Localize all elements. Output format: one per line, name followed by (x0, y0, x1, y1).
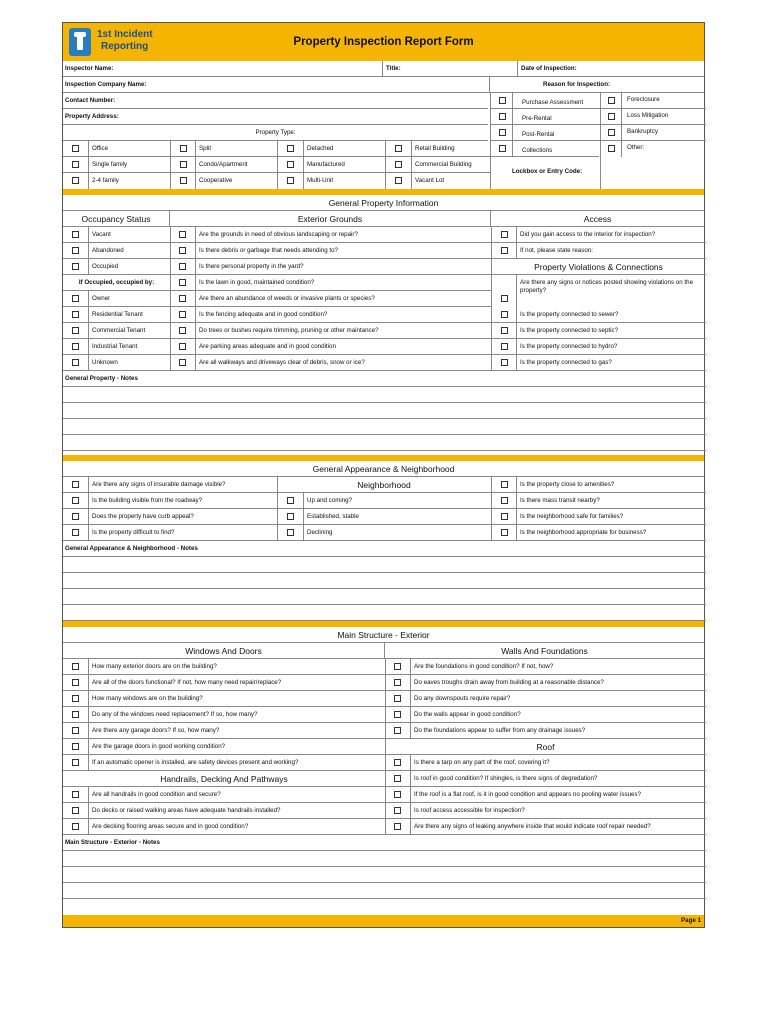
roof-checkbox[interactable] (394, 791, 401, 798)
property-type-option: Condo/Apartment (199, 161, 248, 168)
windows-question: How many exterior doors are on the building? (92, 663, 217, 670)
walls-question: Do the foundations appear to suffer from any drainage issues? (414, 727, 586, 734)
neighborhood-option: Declining (307, 529, 333, 536)
windows-question: Do any of the windows need replacement? If so, how many? (92, 711, 258, 718)
general-notes-area[interactable] (63, 371, 706, 455)
walls-checkbox[interactable] (394, 679, 401, 686)
reason-option: Pre-Rental (522, 115, 552, 122)
violation-checkbox[interactable] (501, 311, 508, 318)
reason-option: Collections (522, 147, 553, 154)
occupied-by-checkbox[interactable] (72, 327, 79, 334)
roof-question: Is roof in good condition? If shingles, is there signs of degredation? (414, 775, 598, 782)
appearance-checkbox[interactable] (501, 529, 508, 536)
appearance-question: Is there mass transit nearby? (520, 497, 600, 504)
occupied-by-checkbox[interactable] (72, 311, 79, 318)
windows-checkbox[interactable] (72, 711, 79, 718)
windows-question: Are there any garage doors? If so, how many? (92, 727, 220, 734)
violation-checkbox[interactable] (501, 295, 508, 302)
access-checkbox[interactable] (501, 247, 508, 254)
reason-option: Loss Mitigation (627, 112, 669, 119)
violation-question: Is the property connected to gas? (520, 359, 612, 366)
exterior-checkbox[interactable] (179, 279, 186, 286)
structure-subheadings (63, 643, 704, 659)
appearance-question: Is the building visible from the roadway? (92, 497, 203, 504)
windows-checkbox[interactable] (72, 759, 79, 766)
windows-checkbox[interactable] (72, 695, 79, 702)
inspector-name-label: Inspector Name: (65, 65, 114, 72)
property-type-checkbox[interactable] (287, 161, 294, 168)
date-label: Date of Inspection: (521, 65, 577, 72)
property-type-option: Office (92, 145, 109, 152)
access-checkbox[interactable] (501, 231, 508, 238)
property-type-checkbox[interactable] (72, 145, 79, 152)
violations-heading: Property Violations & Connections (534, 262, 663, 272)
walls-checkbox[interactable] (394, 711, 401, 718)
structure-heading-row (63, 627, 704, 643)
handrails-question: Are all handrails in good condition and secure? (92, 791, 221, 798)
property-type-checkbox[interactable] (180, 177, 187, 184)
exterior-question: Are the grounds in need of obvious landscaping or repair? (199, 231, 358, 238)
property-type-option: Manufactured (307, 161, 345, 168)
roof-heading: Roof (536, 742, 555, 752)
walls-checkbox[interactable] (394, 695, 401, 702)
appearance-question: Is the neighborhood safe for families? (520, 513, 624, 520)
property-type-grid (63, 141, 490, 189)
exterior-question: Are all walkways and driveways clear of debris, snow or ice? (199, 359, 365, 366)
exterior-checkbox[interactable] (179, 295, 186, 302)
exterior-checkbox[interactable] (179, 231, 186, 238)
general-notes-label: General Property - Notes (65, 375, 138, 382)
property-type-option: Cooperative (199, 177, 233, 184)
general-info-heading-row (63, 195, 704, 211)
contact-row (63, 93, 488, 109)
reason-checkbox[interactable] (608, 145, 615, 152)
walls-checkbox[interactable] (394, 727, 401, 734)
windows-question: How many windows are on the building? (92, 695, 203, 702)
exterior-heading: Exterior Grounds (297, 214, 363, 224)
windows-checkbox[interactable] (72, 727, 79, 734)
windows-checkbox[interactable] (72, 743, 79, 750)
reason-checkbox[interactable] (499, 113, 506, 120)
lockbox-label: Lockbox or Entry Code: (512, 168, 583, 175)
company-label: Inspection Company Name: (65, 81, 147, 88)
handrails-question: Are decking flooring areas secure and in good condition? (92, 823, 249, 830)
appearance-question: Is the property difficult to find? (92, 529, 175, 536)
windows-question: Are the garage doors in good working condition? (92, 743, 226, 750)
appearance-question: Is the neighborhood appropriate for business? (520, 529, 647, 536)
exterior-question: Is there personal property in the yard? (199, 263, 304, 270)
property-type-checkbox[interactable] (287, 177, 294, 184)
violation-question: Is the property connected to hydro? (520, 343, 618, 350)
handrails-checkbox[interactable] (72, 791, 79, 798)
appearance-heading: General Appearance & Neighborhood (312, 464, 455, 474)
property-type-option: Multi-Unit (307, 177, 334, 184)
appearance-checkbox[interactable] (501, 481, 508, 488)
exterior-checkbox[interactable] (179, 359, 186, 366)
roof-checkbox[interactable] (394, 775, 401, 782)
property-type-heading: Property Type: (255, 129, 296, 136)
property-type-checkbox[interactable] (72, 161, 79, 168)
exterior-checkbox[interactable] (179, 247, 186, 254)
reason-checkbox[interactable] (499, 145, 506, 152)
roof-question: Is there a tarp on any part of the roof, covering it? (414, 759, 550, 766)
contact-label: Contact Number: (65, 97, 116, 104)
violation-checkbox[interactable] (501, 327, 508, 334)
exterior-question: Are there an abundance of weeds or invasive plants or species? (199, 295, 375, 302)
exterior-question: Do trees or bushes require trimming, pruning or other maintance? (199, 327, 379, 334)
occupied-by-checkbox[interactable] (72, 343, 79, 350)
roof-question: Is roof access accessible for inspection? (414, 807, 525, 814)
reason-checkbox[interactable] (608, 113, 615, 120)
property-type-checkbox[interactable] (72, 177, 79, 184)
property-type-checkbox[interactable] (287, 145, 294, 152)
roof-question: Are there any signs of leaking anywhere inside that would indicate roof repair needed? (414, 823, 651, 830)
occupied-by-checkbox[interactable] (72, 359, 79, 366)
property-type-option: Single family (92, 161, 128, 168)
handrails-checkbox[interactable] (72, 807, 79, 814)
title-label: Title: (386, 65, 401, 72)
walls-question: Do eaves troughs drain away from building at a reasonable distance? (414, 679, 604, 686)
exterior-checkbox[interactable] (179, 311, 186, 318)
if-occupied-label: If Occupied, occupied by: (78, 279, 155, 286)
appearance-question: Is the property close to amenities? (520, 481, 615, 488)
property-type-option: Split (199, 145, 212, 152)
inspection-form (62, 22, 705, 928)
inspector-row (63, 61, 704, 77)
structure-notes-area[interactable] (63, 835, 706, 915)
reason-heading: Reason for Inspection: (543, 81, 611, 88)
property-type-checkbox[interactable] (180, 161, 187, 168)
exterior-question: Is the fencing adequate and in good condition? (199, 311, 328, 318)
company-row (63, 77, 704, 93)
appearance-heading-row (63, 461, 704, 477)
reason-grid (490, 93, 706, 189)
reason-checkbox[interactable] (499, 97, 506, 104)
property-type-option: Detached (307, 145, 334, 152)
page-number: Page 1 (681, 917, 701, 924)
occupied-by-option: Residential Tenant (92, 311, 143, 318)
walls-question: Do the walls appear in good condition? (414, 711, 521, 718)
occupancy-checkbox[interactable] (72, 247, 79, 254)
access-question: Did you gain access to the interior for inspection? (520, 231, 656, 238)
occupancy-heading: Occupancy Status (81, 214, 151, 224)
appearance-notes-label: General Appearance & Neighborhood - Notes (65, 545, 198, 552)
structure-heading: Main Structure - Exterior (337, 630, 430, 640)
neighborhood-checkbox[interactable] (287, 513, 294, 520)
property-type-checkbox[interactable] (395, 177, 402, 184)
appearance-grid (63, 477, 706, 541)
appearance-checkbox[interactable] (501, 513, 508, 520)
address-label: Property Address: (65, 113, 119, 120)
reason-checkbox[interactable] (608, 129, 615, 136)
handrails-question: Do decks or raised walking areas have adequate handrails installed? (92, 807, 281, 814)
appearance-checkbox[interactable] (72, 529, 79, 536)
windows-checkbox[interactable] (72, 679, 79, 686)
violation-question: Is the property connected to septic? (520, 327, 619, 334)
exterior-checkbox[interactable] (179, 343, 186, 350)
handrails-checkbox[interactable] (72, 823, 79, 830)
general-info-subheadings (63, 211, 704, 227)
neighborhood-checkbox[interactable] (287, 497, 294, 504)
violation-question: Is the property connected to sewer? (520, 311, 619, 318)
reason-checkbox[interactable] (499, 129, 506, 136)
logo-line1: 1st Incident (97, 29, 153, 40)
form-footer (63, 915, 704, 927)
occupied-by-option: Unknown (92, 359, 118, 366)
neighborhood-option: Up and coming? (307, 497, 353, 504)
property-type-checkbox[interactable] (395, 145, 402, 152)
occupied-by-option: Commercial Tenant (92, 327, 146, 334)
address-row (63, 109, 488, 125)
walls-heading: Walls And Foundations (501, 646, 588, 656)
appearance-checkbox[interactable] (72, 513, 79, 520)
appearance-question: Are there any signs of insurable damage visible? (92, 481, 226, 488)
exterior-checkbox[interactable] (179, 327, 186, 334)
windows-checkbox[interactable] (72, 663, 79, 670)
occupied-by-option: Owner (92, 295, 111, 302)
roof-question: If the roof is a flat roof, is it in good condition and appears no pooling water issues? (414, 791, 642, 798)
page-title: Property Inspection Report Form (293, 36, 474, 48)
appearance-checkbox[interactable] (72, 497, 79, 504)
occupied-by-option: Industrial Tenant (92, 343, 138, 350)
windows-question: Are all of the doors functional? If not, how many need repair/replace? (92, 679, 282, 686)
walls-checkbox[interactable] (394, 663, 401, 670)
reason-option: Post-Rental (522, 131, 555, 138)
general-info-heading: General Property Information (328, 198, 439, 208)
windows-question: If an automatic opener is installed, are safety devices present and working? (92, 759, 299, 766)
violation-checkbox[interactable] (501, 359, 508, 366)
access-heading: Access (583, 214, 612, 224)
occupancy-option: Abandoned (92, 247, 124, 254)
neighborhood-heading: Neighborhood (357, 480, 411, 490)
violation-checkbox[interactable] (501, 343, 508, 350)
violation-question: Are there any signs or notices posted showing violations on the property? (520, 279, 694, 294)
reason-option: Purchase Assessment (522, 99, 584, 106)
property-type-option: Commercial Building (415, 161, 472, 168)
structure-grid (63, 659, 706, 835)
reason-option: Bankruptcy (627, 128, 658, 135)
property-type-option: Vacant Lot (415, 177, 445, 184)
occupancy-option: Vacant (92, 231, 111, 238)
appearance-checkbox[interactable] (501, 497, 508, 504)
roof-checkbox[interactable] (394, 807, 401, 814)
neighborhood-checkbox[interactable] (287, 529, 294, 536)
reason-option: Other: (627, 144, 645, 151)
property-type-checkbox[interactable] (180, 145, 187, 152)
walls-question: Do any downspouts require repair? (414, 695, 511, 702)
exterior-question: Is there debris or garbage that needs attending to? (199, 247, 338, 254)
exterior-question: Is the lawn in good, maintained condition? (199, 279, 315, 286)
exterior-checkbox[interactable] (179, 263, 186, 270)
general-info-grid (63, 227, 706, 371)
property-type-option: 2-4 family (92, 177, 119, 184)
logo-line2: Reporting (101, 41, 149, 52)
windows-heading: Windows And Doors (185, 646, 262, 656)
property-type-heading-row (63, 125, 488, 141)
roof-checkbox[interactable] (394, 759, 401, 766)
exterior-question: Are parking areas adequate and in good condition (199, 343, 336, 350)
occupancy-checkbox[interactable] (72, 231, 79, 238)
appearance-checkbox[interactable] (72, 481, 79, 488)
walls-question: Are the foundations in good condition? If not, how? (414, 663, 554, 670)
occupancy-checkbox[interactable] (72, 263, 79, 270)
appearance-question: Does the property have curb appeal? (92, 513, 194, 520)
occupied-by-checkbox[interactable] (72, 295, 79, 302)
access-reason-label: If not, please state reason: (520, 247, 593, 254)
reason-checkbox[interactable] (608, 97, 615, 104)
handrails-heading: Handrails, Decking And Pathways (160, 774, 288, 784)
neighborhood-option: Established, stable (307, 513, 359, 520)
occupancy-option: Occupied (92, 263, 119, 270)
roof-checkbox[interactable] (394, 823, 401, 830)
property-type-checkbox[interactable] (395, 161, 402, 168)
appearance-notes-area[interactable] (63, 541, 706, 621)
structure-notes-label: Main Structure - Exterior - Notes (65, 839, 160, 846)
reason-option: Foreclosure (627, 96, 660, 103)
property-type-option: Retail Building (415, 145, 455, 152)
